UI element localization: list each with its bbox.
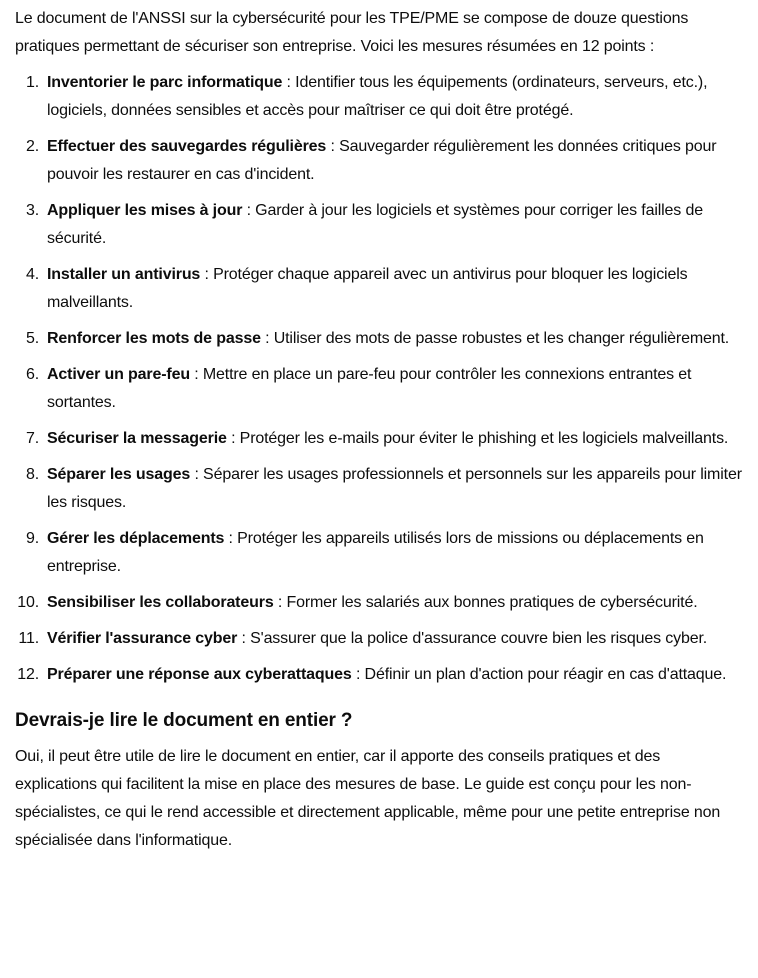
item-text: : Sauvegarder régulièrement les données critiques pour pouvoir les restaurer en cas d'incident.: [47, 138, 717, 183]
item-number: 10.: [17, 594, 39, 611]
item-number: 7.: [25, 430, 39, 447]
item-title: Sécuriser la messagerie: [47, 430, 227, 447]
item-number: 8.: [25, 466, 39, 483]
list-item: [15, 625, 743, 653]
item-number: 9.: [25, 530, 39, 547]
intro-paragraph: Le document de l'ANSSI sur la cybersécurité pour les TPE/PME se compose de douze questions pratiques permettant de sécuriser son entreprise. Voici les mesures résumées en 12 points :: [15, 10, 689, 55]
item-text: : Séparer les usages professionnels et personnels sur les appareils pour limiter les risques.: [47, 466, 742, 511]
list-item: [15, 325, 743, 353]
item-title: Effectuer des sauvegardes régulières: [47, 138, 327, 155]
item-title: Activer un pare-feu: [47, 366, 190, 383]
item-number: 12.: [17, 666, 39, 683]
item-text: : Mettre en place un pare-feu pour contrôler les connexions entrantes et sortantes.: [47, 366, 692, 411]
item-number: 5.: [25, 330, 39, 347]
item-title: Sensibiliser les collaborateurs: [47, 594, 274, 611]
item-text: : Identifier tous les équipements (ordinateurs, serveurs, etc.), logiciels, données sensibles et accès pour maîtriser ce qui doit être protégé.: [47, 74, 708, 119]
item-title: Séparer les usages: [47, 466, 191, 483]
item-title: Appliquer les mises à jour: [47, 202, 243, 219]
item-number: 1.: [25, 74, 39, 91]
item-title: Vérifier l'assurance cyber: [47, 630, 238, 647]
item-text: : Former les salariés aux bonnes pratiques de cybersécurité.: [273, 594, 698, 611]
list-item: [15, 525, 743, 581]
list-item: [15, 261, 743, 317]
item-title: Préparer une réponse aux cyberattaques: [47, 666, 352, 683]
item-text: : S'assurer que la police d'assurance couvre bien les risques cyber.: [237, 630, 708, 647]
item-text: : Garder à jour les logiciels et systèmes pour corriger les failles de sécurité.: [47, 202, 703, 247]
item-title: Gérer les déplacements: [47, 530, 225, 547]
item-number: 6.: [25, 366, 39, 383]
item-number: 4.: [25, 266, 39, 283]
list-item: [15, 69, 743, 125]
list-item: [15, 661, 743, 689]
section-heading: Devrais-je lire le document en entier ?: [15, 710, 353, 731]
item-text: : Protéger chaque appareil avec un antivirus pour bloquer les logiciels malveillants.: [47, 266, 688, 311]
item-text: : Protéger les appareils utilisés lors de missions ou déplacements en entreprise.: [47, 530, 704, 575]
item-number: 3.: [25, 202, 39, 219]
list-item: [15, 361, 743, 417]
item-text: : Utiliser des mots de passe robustes et les changer régulièrement.: [260, 330, 730, 347]
section-paragraph: Oui, il peut être utile de lire le document en entier, car il apporte des conseils pratiques et des explications qui facilitent la mise en place des mesures de base. Le guide est conçu pour les non-spécialistes, ce qui le rend accessible et directement applicable, même pour une petite entreprise non spécialisée dans l'informatique.: [15, 748, 721, 849]
list-item: [15, 197, 743, 253]
item-title: Installer un antivirus: [47, 266, 201, 283]
item-text: : Définir un plan d'action pour réagir en cas d'attaque.: [351, 666, 727, 683]
measures-list: [15, 69, 743, 689]
list-item: [15, 461, 743, 517]
item-title: Renforcer les mots de passe: [47, 330, 261, 347]
item-title: Inventorier le parc informatique: [47, 74, 283, 91]
item-text: : Protéger les e-mails pour éviter le phishing et les logiciels malveillants.: [226, 430, 729, 447]
list-item: [15, 133, 743, 189]
item-number: 2.: [25, 138, 39, 155]
list-item: [15, 425, 743, 453]
item-number: 11.: [18, 630, 39, 647]
list-item: [15, 589, 743, 617]
